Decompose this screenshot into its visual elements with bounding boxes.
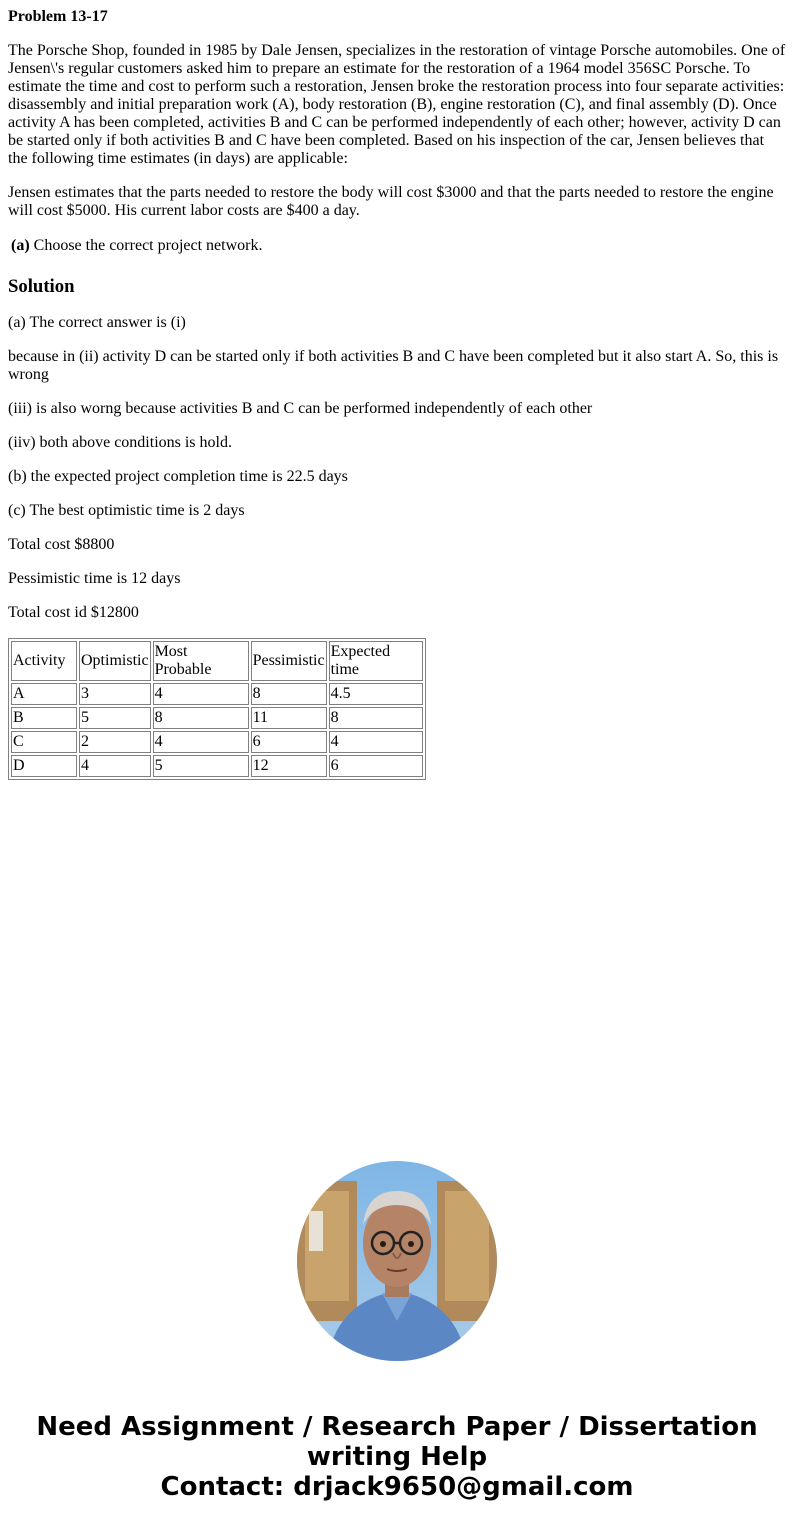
- table-cell: C: [11, 731, 77, 753]
- table-cell: 4.5: [329, 683, 423, 705]
- problem-description: The Porsche Shop, founded in 1985 by Dale Jensen, specializes in the restoration of vintage Porsche automobiles. One of Jensen\'s regular customers asked him to prepare an estimate for the restoration of a 1964 model 356SC Porsche. To estimate the time and cost to perform such a restoration, Jensen broke the restoration process into four separate activities: disassembly and initial preparation work (A), body restoration (B), engine restoration (C), and final assembly (D). Once activity A has been completed, activities B and C can be performed independently of each other; however, activity D can be started only if both activities B and C have been completed. Based on his inspection of the car, Jensen believes that the following time estimates (in days) are applicable:: [8, 42, 786, 167]
- author-photo: [297, 1161, 497, 1361]
- table-cell: D: [11, 755, 77, 777]
- part-text: Choose the correct project network.: [33, 237, 263, 254]
- table-cell: 6: [329, 755, 423, 777]
- table-cell: 5: [153, 755, 249, 777]
- promo-line: writing Help: [306, 1442, 488, 1472]
- table-header-row: [11, 641, 423, 681]
- portrait-image: [297, 1161, 497, 1361]
- table-row: [11, 755, 423, 777]
- contact-line: Contact: drjack9650@gmail.com: [160, 1472, 634, 1502]
- cost-description: Jensen estimates that the parts needed to restore the body will cost $3000 and that the parts needed to restore the engine will cost $5000. His current labor costs are $400 a day.: [8, 184, 774, 219]
- table-cell: 4: [79, 755, 151, 777]
- table-header-cell: Pessimistic: [251, 641, 327, 681]
- solution-line: Total cost $8800: [8, 536, 115, 553]
- table-cell: B: [11, 707, 77, 729]
- table-header-cell: Activity: [11, 641, 77, 681]
- document-body: [0, 8, 794, 780]
- table-cell: 8: [329, 707, 423, 729]
- question-part-a: [8, 234, 265, 258]
- solution-line: (c) The best optimistic time is 2 days: [8, 502, 245, 519]
- table-cell: 12: [251, 755, 327, 777]
- time-estimates-table: [8, 638, 426, 780]
- table-cell: 4: [329, 731, 423, 753]
- table-cell: 6: [251, 731, 327, 753]
- solution-line: (iii) is also worng because activities B and C can be performed independently of each other: [8, 400, 593, 417]
- solution-line: Total cost id $12800: [8, 604, 139, 621]
- solution-heading: Solution: [8, 276, 75, 297]
- solution-line: (b) the expected project completion time is 22.5 days: [8, 468, 348, 485]
- table-row: [11, 707, 423, 729]
- table-header-cell: Expected time: [329, 641, 423, 681]
- table-cell: A: [11, 683, 77, 705]
- table-cell: 8: [153, 707, 249, 729]
- table-cell: 3: [79, 683, 151, 705]
- solution-line: Pessimistic time is 12 days: [8, 570, 181, 587]
- table-cell: 4: [153, 683, 249, 705]
- table-cell: 11: [251, 707, 327, 729]
- table-header-cell: Optimistic: [79, 641, 151, 681]
- table-cell: 4: [153, 731, 249, 753]
- table-row: [11, 731, 423, 753]
- table-cell: 2: [79, 731, 151, 753]
- solution-line: (a) The correct answer is (i): [8, 314, 186, 331]
- solution-line: because in (ii) activity D can be started only if both activities B and C have been completed but it also start A. So, this is wrong: [8, 348, 779, 383]
- part-label: (a): [11, 237, 30, 254]
- table-cell: 8: [251, 683, 327, 705]
- problem-title: Problem 13-17: [8, 8, 108, 25]
- table-cell: 5: [79, 707, 151, 729]
- table-row: [11, 683, 423, 705]
- solution-line: (iiv) both above conditions is hold.: [8, 434, 232, 451]
- promo-line: Need Assignment / Research Paper / Dissertation: [36, 1412, 758, 1442]
- table-header-cell: Most Probable: [153, 641, 249, 681]
- promo-footer: [0, 1412, 794, 1502]
